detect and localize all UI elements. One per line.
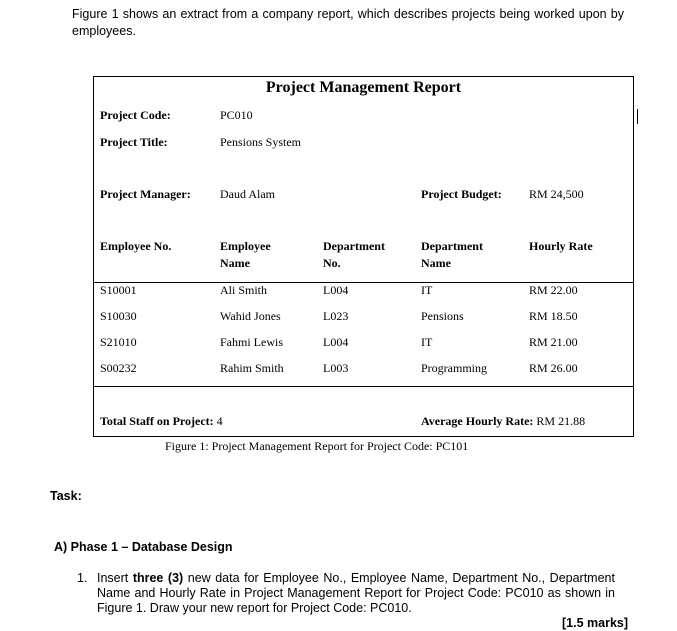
average-hourly-rate: [421, 413, 585, 430]
header-department-name-line2: Name: [421, 256, 451, 270]
employee-no-cell: S10001: [100, 283, 137, 297]
question-text-after: new data for Employee No., Employee Name, Department No., Department Name and Hourly Rate in Project Management Report for Project Code: PC010 as shown in Figure 1. Draw your new report for Project Code: PC010.: [97, 571, 615, 615]
project-management-report: [93, 76, 634, 437]
header-department-no-line1: Department: [323, 239, 385, 253]
average-rate-value: RM 21.88: [536, 414, 586, 428]
question-text: [97, 571, 615, 616]
hourly-rate-cell: RM 21.00: [529, 335, 578, 349]
task-heading: Task:: [50, 489, 82, 503]
project-code-value: PC010: [220, 108, 253, 122]
header-department-name-line1: Department: [421, 239, 483, 253]
department-no-cell: L023: [323, 309, 349, 323]
question-text-before: Insert: [97, 571, 133, 585]
department-name-cell: Programming: [421, 361, 487, 375]
employee-no-cell: S00232: [100, 361, 137, 375]
employee-name-cell: Wahid Jones: [220, 309, 281, 323]
footer-divider: [94, 386, 633, 387]
project-budget-value: RM 24,500: [529, 187, 584, 201]
total-staff: [100, 413, 223, 430]
header-hourly-rate: Hourly Rate: [529, 239, 593, 253]
department-name-cell: IT: [421, 335, 433, 349]
header-employee-no: Employee No.: [100, 239, 172, 253]
header-employee-name-line2: Name: [220, 256, 250, 270]
employee-name-cell: Fahmi Lewis: [220, 335, 283, 349]
employee-name-cell: Rahim Smith: [220, 361, 284, 375]
department-no-cell: L004: [323, 283, 349, 297]
figure-caption: Figure 1: Project Management Report for Project Code: PC101: [165, 439, 469, 453]
question-number: 1.: [77, 571, 88, 585]
total-staff-label: Total Staff on Project:: [100, 414, 214, 428]
department-no-cell: L003: [323, 361, 349, 375]
intro-paragraph: Figure 1 shows an extract from a company report, which describes projects being worked upon by employees.: [72, 7, 624, 38]
report-title: Project Management Report: [265, 79, 462, 96]
average-rate-label: Average Hourly Rate:: [421, 414, 534, 428]
hourly-rate-cell: RM 18.50: [529, 309, 578, 323]
project-title-value: Pensions System: [220, 135, 302, 149]
project-manager-label: Project Manager:: [100, 187, 191, 201]
project-manager-value: Daud Alam: [220, 187, 275, 201]
hourly-rate-cell: RM 26.00: [529, 361, 578, 375]
project-title-label: Project Title:: [100, 135, 168, 149]
question-marks: [1.5 marks]: [562, 616, 629, 630]
department-name-cell: IT: [421, 283, 433, 297]
project-code-label: Project Code:: [100, 108, 171, 122]
department-no-cell: L004: [323, 335, 349, 349]
header-employee-name-line1: Employee: [220, 239, 271, 253]
question-text-bold: three (3): [132, 571, 184, 585]
project-budget-label: Project Budget:: [421, 187, 502, 201]
section-heading: A) Phase 1 – Database Design: [54, 540, 233, 554]
employee-no-cell: S21010: [100, 335, 137, 349]
employee-name-cell: Ali Smith: [220, 283, 268, 297]
hourly-rate-cell: RM 22.00: [529, 283, 578, 297]
header-department-no-line2: No.: [323, 256, 341, 270]
employee-no-cell: S10030: [100, 309, 137, 323]
department-name-cell: Pensions: [421, 309, 464, 323]
text-cursor: [637, 109, 638, 124]
total-staff-value: 4: [216, 414, 223, 428]
